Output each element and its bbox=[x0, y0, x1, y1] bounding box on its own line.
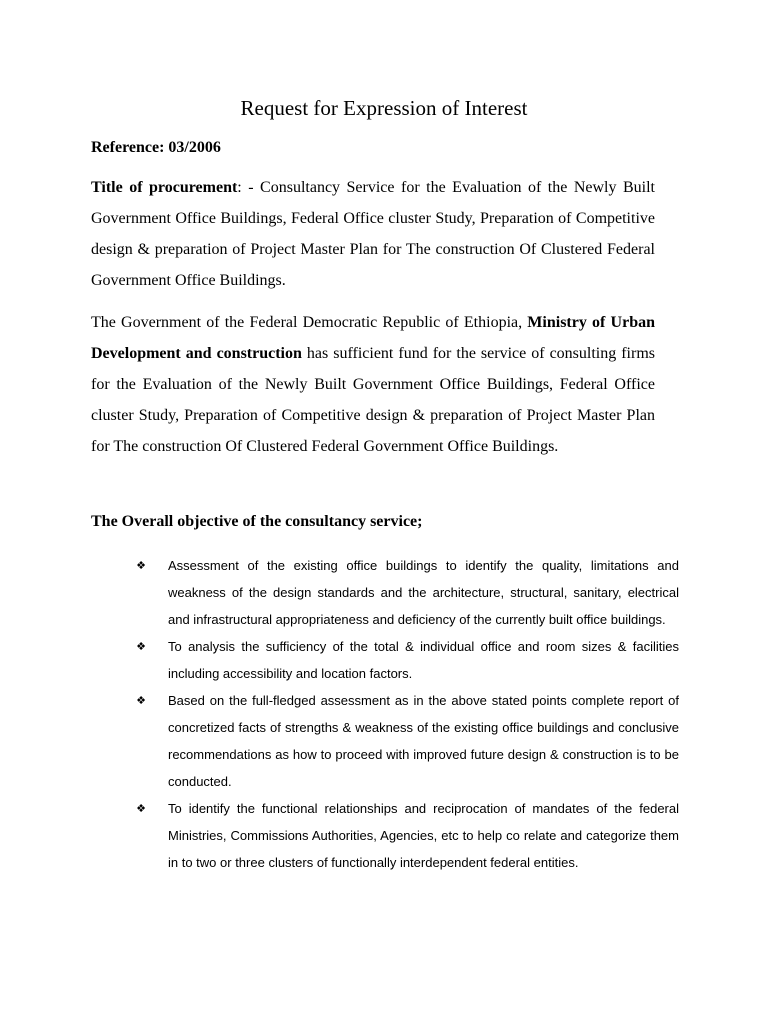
objective-heading: The Overall objective of the consultancy service; bbox=[91, 513, 423, 530]
procurement-paragraph bbox=[91, 172, 655, 296]
procurement-text: : - Consultancy Service for the Evaluation of the Newly Built Government Office Buildings, Federal Office cluster Study, Preparation of Competitive design & preparation of Project Master Plan for The construction Of Clustered Federal Government Office Buildings. bbox=[91, 179, 656, 289]
intro-text-before: The Government of the Federal Democratic Republic of Ethiopia, bbox=[91, 314, 528, 331]
list-item bbox=[134, 795, 679, 876]
objective-text: Assessment of the existing office buildings to identify the quality, limitations and weakness of the design standards and the architecture, structural, sanitary, electrical and infrastructural appropriateness and deficiency of the currently built office buildings. bbox=[168, 558, 679, 627]
objectives-list bbox=[134, 552, 679, 876]
list-item bbox=[134, 633, 679, 687]
list-item bbox=[134, 687, 679, 795]
reference-number: Reference: 03/2006 bbox=[91, 139, 221, 156]
document-title: Request for Expression of Interest bbox=[240, 96, 528, 120]
diamond-bullet-icon: ❖ bbox=[136, 559, 146, 572]
ministry-name: Ministry of Urban Development and construction bbox=[91, 314, 655, 362]
diamond-bullet-icon: ❖ bbox=[136, 802, 146, 815]
list-item bbox=[134, 552, 679, 633]
objective-text: To analysis the sufficiency of the total & individual office and room sizes & facilities including accessibility and location factors. bbox=[168, 639, 679, 681]
intro-text-after: has sufficient fund for the service of consulting firms for the Evaluation of the Newly Built Government Office Buildings, Federal Office cluster Study, Preparation of Competitive design & preparation of Project Master Plan for The construction Of Clustered Federal Government Office Buildings. bbox=[91, 345, 656, 455]
procurement-label: Title of procurement bbox=[91, 179, 238, 196]
diamond-bullet-icon: ❖ bbox=[136, 640, 146, 653]
diamond-bullet-icon: ❖ bbox=[136, 694, 146, 707]
objective-text: Based on the full-fledged assessment as in the above stated points complete report of concretized facts of strengths & weakness of the existing office buildings and conclusive recommendations as how to proceed with improved future design & construction is to be conducted. bbox=[168, 693, 679, 789]
intro-paragraph bbox=[91, 307, 655, 462]
objective-text: To identify the functional relationships and reciprocation of mandates of the federal Ministries, Commissions Authorities, Agencies, etc to help co relate and categorize them in to two or three clusters of functionally interdependent federal entities. bbox=[168, 801, 679, 870]
